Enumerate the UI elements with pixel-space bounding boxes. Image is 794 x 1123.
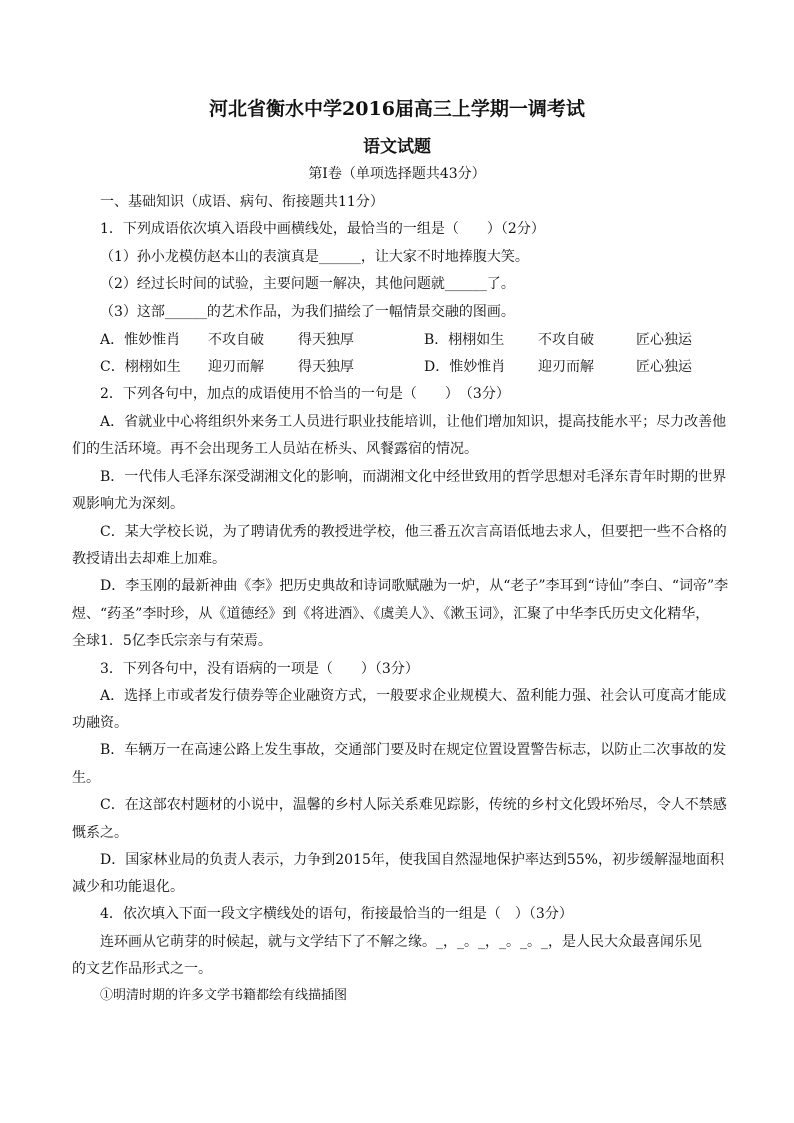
q1-option-a-2: 不攻自破 (208, 332, 264, 348)
q1-option-c-3: 得天独厚 (298, 359, 354, 375)
q2-option-c-line-2: 教授请出去却难上加难。 (72, 551, 226, 567)
q1-sentence-1: （1）孙小龙模仿赵本山的表演真是______，让大家不时地捧腹大笑。 (100, 249, 529, 265)
q1-option-c-1: C．栩栩如生 (100, 359, 181, 375)
q2-option-d-line-3: 全球1．5亿李氏宗亲与有荣焉。 (72, 633, 272, 649)
q1-stem: 1．下列成语依次填入语段中画横线处，最恰当的一组是（ ）（2分） (100, 221, 545, 237)
q4-passage-line-1: 连环画从它萌芽的时候起，就与文学结下了不解之缘。_，_。_，_。_。_，是人民大众最喜闻乐见 (100, 934, 702, 950)
q4-stem: 4．依次填入下面一段文字横线处的语句，衔接最恰当的一组是（ ）（3分） (100, 906, 573, 922)
q3-option-a-line-1: A．选择上市或者发行债券等企业融资方式，一般要求企业规模大、盈利能力强、社会认可度高才能成 (100, 688, 727, 704)
q4-passage-line-2: 的文艺作品形式之一。 (72, 961, 212, 977)
q1-option-a-3: 得天独厚 (298, 332, 354, 348)
q2-option-a-line-1: A．省就业中心将组织外来务工人员进行职业技能培训，让他们增加知识，提高技能水平；尽力改善他 (100, 414, 727, 430)
q4-item-1: ①明清时期的许多文学书籍都绘有线描插图 (100, 988, 348, 1003)
q3-stem: 3．下列各句中，没有语病的一项是（ ）（3分） (100, 661, 419, 677)
q3-option-c-line-1: C．在这部农村题材的小说中，温馨的乡村人际关系难见踪影，传统的乡村文化毁坏殆尽，令人不禁感 (100, 797, 727, 813)
q2-stem: 2．下列各句中，加点的成语使用不恰当的一句是（ ） （3分） (100, 386, 510, 402)
q2-option-b-line-1: B．一代伟人毛泽东深受湖湘文化的影响，而湖湘文化中经世致用的哲学思想对毛泽东青年时期的世界 (100, 469, 727, 485)
q1-option-d-2: 迎刃而解 (538, 359, 594, 375)
page-subtitle: 语文试题 (363, 137, 431, 157)
q2-option-a-line-2: 们的生活环境。再不会出现务工人员站在桥头、风餐露宿的情况。 (72, 441, 478, 457)
q1-option-c-2: 迎刃而解 (208, 359, 264, 375)
q1-option-d-3: 匠心独运 (636, 359, 692, 375)
q1-sentence-3: （3）这部______的艺术作品，为我们描绘了一幅情景交融的图画。 (100, 304, 515, 320)
q3-option-d-line-2: 减少和功能退化。 (72, 879, 184, 895)
q2-option-d-line-1: D．李玉刚的最新神曲《李》把历史典故和诗词歌赋融为一炉，从“老子”李耳到“诗仙”李白、“词帝”李 (100, 578, 729, 594)
q1-option-b-3: 匠心独运 (636, 332, 692, 348)
q2-option-c-line-1: C．某大学校长说，为了聘请优秀的教授进学校，他三番五次言高语低地去求人，但要把一些不合格的 (100, 524, 727, 540)
section-heading: 一、基础知识（成语、病句、衔接题共11分） (100, 194, 384, 210)
q3-option-a-line-2: 功融资。 (72, 715, 128, 731)
volume-heading: 第Ⅰ卷（单项选择题共43分） (308, 166, 486, 182)
q1-option-b-2: 不攻自破 (538, 332, 594, 348)
q3-option-b-line-2: 生。 (72, 770, 100, 786)
q1-option-d-1: D．惟妙惟肖 (424, 359, 506, 375)
q3-option-c-line-2: 慨系之。 (72, 825, 128, 841)
q2-option-d-line-2: 煜、“药圣”李时珍，从《道德经》到《将进酒》、《虞美人》、《漱玉词》，汇聚了中华李氏历史文化精华， (72, 606, 710, 622)
q3-option-b-line-1: B．车辆万一在高速公路上发生事故，交通部门要及时在规定位置设置警告标志，以防止二次事故的发 (100, 742, 727, 758)
q1-sentence-2: （2）经过长时间的试验，主要问题一解决，其他问题就______了。 (100, 276, 515, 292)
q1-option-b-1: B．栩栩如生 (424, 332, 505, 348)
page-title: 河北省衡水中学2016届高三上学期一调考试 (209, 98, 585, 120)
q3-option-d-line-1: D．国家林业局的负责人表示，力争到2015年，使我国自然湿地保护率达到55%，初步缓解湿地面积 (100, 852, 724, 868)
q2-option-b-line-2: 观影响尤为深刻。 (72, 496, 184, 512)
q1-option-a-1: A．惟妙惟肖 (100, 332, 181, 348)
